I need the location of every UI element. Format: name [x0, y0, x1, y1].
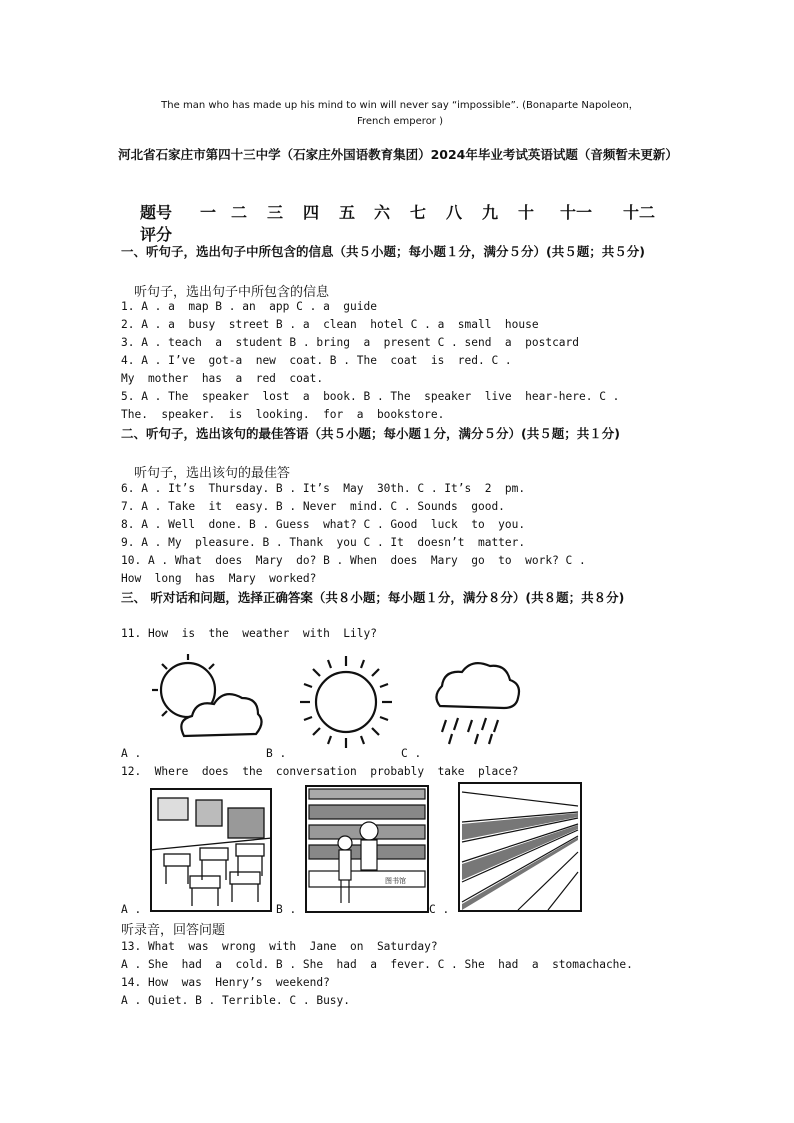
- col-11: 十一: [560, 203, 593, 222]
- score-label: 评分: [140, 225, 173, 244]
- question-1: 1. A . a map B . an app C . a guide: [121, 300, 377, 313]
- q12-option-a: A .: [121, 903, 142, 916]
- question-4-cont: My mother has a red coat.: [121, 372, 324, 385]
- question-13-answers: A . She had a cold. B . She had a fever. C . She had a stomachache.: [121, 958, 633, 971]
- listen-answer-instruction: 听录音，回答问题: [121, 923, 226, 938]
- q12-option-c: C .: [429, 903, 450, 916]
- section1-instruction: 听句子，选出句子中所包含的信息: [134, 285, 330, 300]
- q12-option-b: B .: [276, 903, 297, 916]
- question-4: 4. A . I’ve got-a new coat. B . The coat is red. C .: [121, 354, 512, 367]
- question-12: 12. Where does the conversation probably take place?: [121, 765, 519, 778]
- col-10: 十: [518, 203, 535, 222]
- question-8: 8. A . Well done. B . Guess what? C . Good luck to you.: [121, 518, 526, 531]
- library-sign: 图书馆: [385, 877, 406, 885]
- question-9: 9. A . My pleasure. B . Thank you C . It doesn’t matter.: [121, 536, 526, 549]
- question-10: 10. A . What does Mary do? B . When does Mary go to work? C .: [121, 554, 586, 567]
- section1-heading: 一、听句子，选出句子中所包含的信息（共５小题；每小题１分，满分５分）(共５题；共５分): [121, 244, 645, 259]
- col-8: 八: [446, 203, 463, 222]
- question-5: 5. A . The speaker lost a book. B . The speaker live hear-here. C .: [121, 390, 620, 403]
- library-picture: [305, 785, 429, 913]
- sunny-icon: [296, 652, 396, 752]
- col-12: 十二: [623, 203, 656, 222]
- question-10-cont: How long has Mary worked?: [121, 572, 317, 585]
- q11-option-a: A .: [121, 747, 142, 760]
- section2-instruction: 听句子，选出该句的最佳答: [134, 466, 291, 481]
- exam-title: 河北省石家庄市第四十三中学（石家庄外国语教育集团）2024年毕业考试英语试题（音频暂未更新）: [118, 147, 678, 162]
- question-11: 11. How is the weather with Lily?: [121, 627, 377, 640]
- question-3: 3. A . teach a student B . bring a present C . send a postcard: [121, 336, 580, 349]
- question-6: 6. A . It’s Thursday. B . It’s May 30th. C . It’s 2 pm.: [121, 482, 526, 495]
- col-1: 一: [200, 203, 217, 222]
- col-7: 七: [410, 203, 427, 222]
- motto-quote: The man who has made up his mind to win will never say “impossible”. (Bonaparte Napoleon，French emperor ): [161, 100, 639, 127]
- sunny-cloudy-icon: [146, 650, 266, 750]
- question-14-answers: A . Quiet. B . Terrible. C . Busy.: [121, 994, 351, 1007]
- header-label: 题号: [140, 203, 173, 222]
- question-7: 7. A . Take it easy. B . Never mind. C . Sounds good.: [121, 500, 505, 513]
- col-9: 九: [482, 203, 499, 222]
- classroom-picture: [150, 788, 272, 912]
- question-2: 2. A . a busy street B . a clean hotel C . a small house: [121, 318, 539, 331]
- supermarket-picture: [458, 782, 582, 912]
- question-5-cont: The. speaker. is looking. for a bookstore.: [121, 408, 445, 421]
- rainy-icon: [432, 656, 524, 752]
- question-14: 14. How was Henry’s weekend?: [121, 976, 330, 989]
- col-5: 五: [339, 203, 356, 222]
- col-2: 二: [231, 203, 248, 222]
- section3-heading: 三、 听对话和问题，选择正确答案（共８小题；每小题１分，满分８分）(共８题；共８分): [121, 590, 625, 605]
- q11-option-c: C .: [401, 747, 422, 760]
- q11-option-b: B .: [266, 747, 287, 760]
- question-13: 13. What was wrong with Jane on Saturday?: [121, 940, 438, 953]
- section2-heading: 二、听句子，选出该句的最佳答语（共５小题；每小题１分，满分５分）(共５题；共１分): [121, 426, 620, 441]
- col-6: 六: [374, 203, 391, 222]
- col-3: 三: [267, 203, 284, 222]
- col-4: 四: [303, 203, 320, 222]
